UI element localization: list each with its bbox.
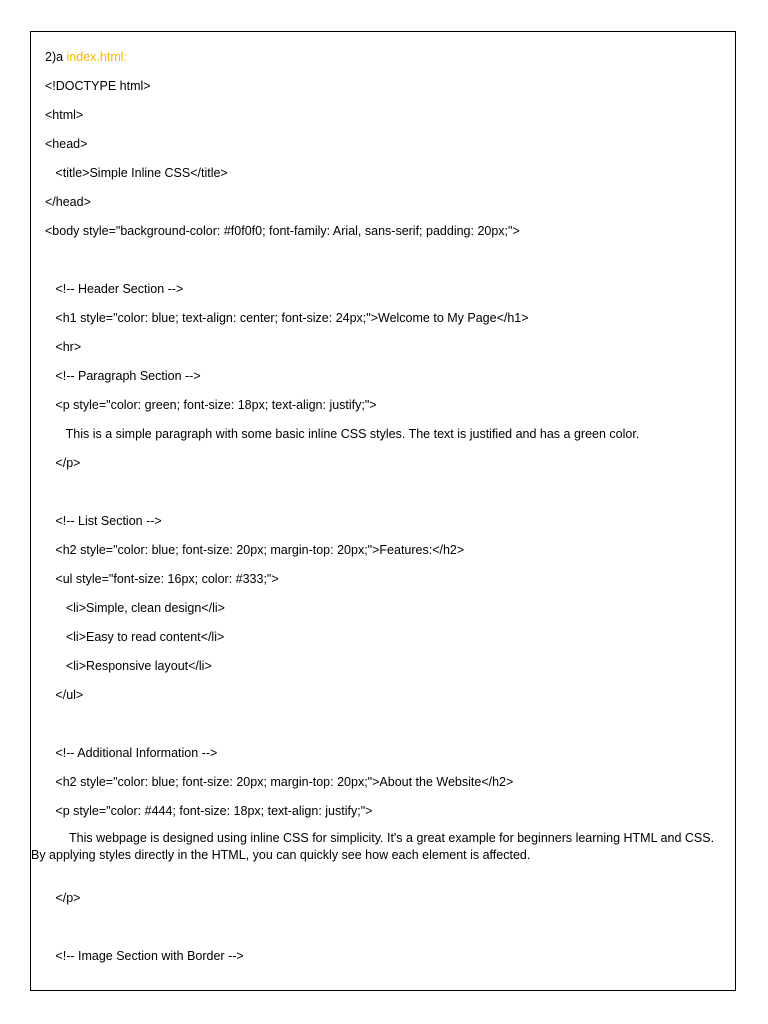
code-line: <ul style="font-size: 16px; color: #333;"> <box>45 572 279 586</box>
code-line: </p> <box>45 456 81 470</box>
blank-line <box>45 917 721 946</box>
document-page <box>30 31 736 991</box>
section-heading <box>45 47 721 76</box>
code-line: <li>Easy to read content</li> <box>45 630 225 644</box>
code-line: <!DOCTYPE html> <box>45 79 151 93</box>
code-lines <box>45 76 721 830</box>
code-line: <hr> <box>45 340 82 354</box>
code-line: <body style="background-color: #f0f0f0; font-family: Arial, sans-serif; padding: 20px;"> <box>45 224 520 238</box>
code-line: <title>Simple Inline CSS</title> <box>45 166 228 180</box>
code-line: <li>Responsive layout</li> <box>45 659 212 673</box>
code-line: <p style="color: #444; font-size: 18px; text-align: justify;"> <box>45 804 373 818</box>
wrapped-paragraph-row <box>31 830 721 888</box>
blank-line <box>45 714 721 743</box>
blank-line <box>45 482 721 511</box>
code-line: <!-- Image Section with Border --> <box>45 949 244 963</box>
code-line: </p> <box>45 891 81 905</box>
code-line: <html> <box>45 108 84 122</box>
code-line: <!-- List Section --> <box>45 514 162 528</box>
heading-filename: index.html: <box>66 50 127 64</box>
code-line: <!-- Additional Information --> <box>45 746 218 760</box>
code-line: <h2 style="color: blue; font-size: 20px; margin-top: 20px;">About the Website</h2> <box>45 775 514 789</box>
code-line: This is a simple paragraph with some basic inline CSS styles. The text is justified and has a green color. <box>45 427 640 441</box>
code-line: <h2 style="color: blue; font-size: 20px; margin-top: 20px;">Features:</h2> <box>45 543 465 557</box>
code-line: </head> <box>45 195 91 209</box>
code-line: <!-- Paragraph Section --> <box>45 369 201 383</box>
blank-line <box>45 250 721 279</box>
code-line: <h1 style="color: blue; text-align: center; font-size: 24px;">Welcome to My Page</h1> <box>45 311 529 325</box>
code-line-wrapped: This webpage is designed using inline CSS for simplicity. It's a great example for beginners learning HTML and CSS. By applying styles directly in the HTML, you can quickly see how each element is affected. <box>31 831 715 862</box>
code-lines-after <box>45 888 721 975</box>
code-line: </ul> <box>45 688 84 702</box>
code-line: <head> <box>45 137 88 151</box>
heading-prefix: 2)a <box>45 50 67 64</box>
code-line: <!-- Header Section --> <box>45 282 184 296</box>
code-listing <box>31 47 721 975</box>
code-line: <p style="color: green; font-size: 18px; text-align: justify;"> <box>45 398 377 412</box>
code-line: <li>Simple, clean design</li> <box>45 601 225 615</box>
